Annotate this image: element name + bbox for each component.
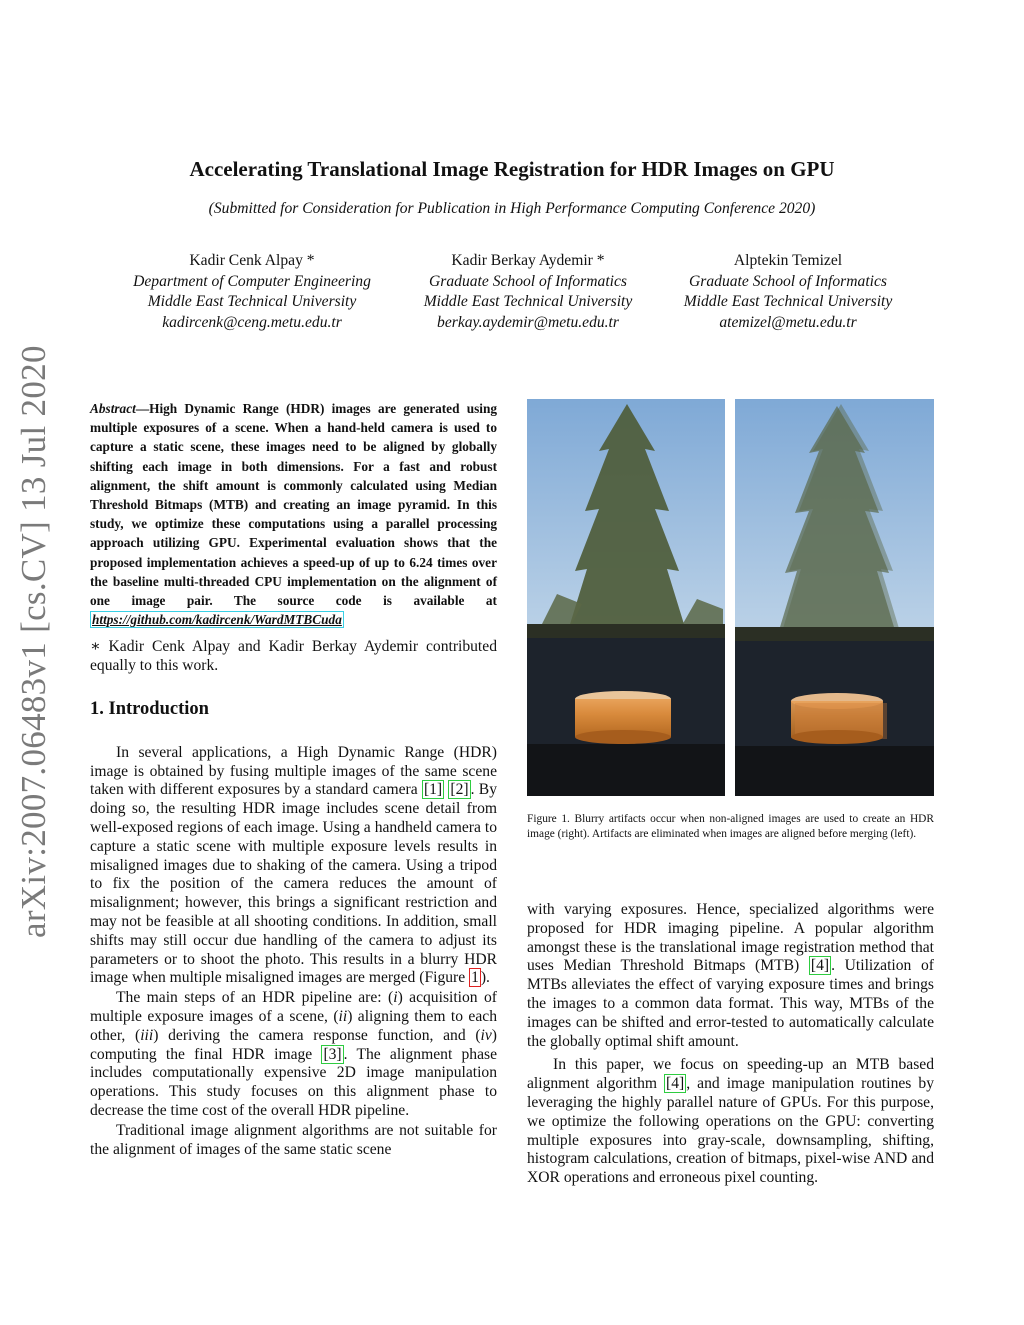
author-block-1 xyxy=(102,251,402,333)
roman-numeral: iii xyxy=(140,1026,154,1044)
text-run: ) deriving the camera response function, and ( xyxy=(153,1026,481,1044)
text-run: ) computing the final HDR image xyxy=(90,1026,497,1063)
text-run: In this paper, we focus on speeding-up an MTB based alignment algorithm xyxy=(527,1056,934,1093)
roman-numeral: iv xyxy=(480,1026,492,1044)
right-column xyxy=(527,901,934,1189)
author-name: Alptekin Temizel xyxy=(733,252,843,269)
author-email[interactable]: berkay.aydemir@metu.edu.tr xyxy=(437,313,619,331)
author-org: Middle East Technical University xyxy=(423,293,633,310)
author-org: Middle East Technical University xyxy=(147,293,357,310)
text-run: The main steps of an HDR pipeline are: ( xyxy=(116,989,394,1007)
text-run: , and image manipulation routines by leveraging the highly parallel nature of GPUs. For this purpose, we optimize the following operations on the GPU: converting multiple exposures into gray-scale, downsampling, shifting, histogram calculations, creation of bitmaps, pixel-wise AND and XOR operations and erroneous pixel counting. xyxy=(527,1075,934,1187)
author-dept: Department of Computer Engineering xyxy=(133,272,371,290)
text-run: ). xyxy=(480,969,490,987)
text-run: . The alignment phase includes computationally expensive 2D image manipulation operations. This study focuses on this alignment phase to decrease the time cost of the overall HDR pipeline. xyxy=(90,1045,497,1119)
figure-1-image xyxy=(527,399,934,796)
text-run: with varying exposures. Hence, specialized algorithms were proposed for HDR imaging pipeline. A popular algorithm amongst these is the translational image registration method that uses Median Threshold Bitmaps (MTB) xyxy=(527,901,934,975)
intro-paragraph-2 xyxy=(90,989,497,1121)
equal-contribution-footnote: ∗ Kadir Cenk Alpay and Kadir Berkay Aydemir contributed equally to this work. xyxy=(90,638,497,675)
text-run: . By doing so, the resulting HDR image includes scene detail from well-exposed regions of each image. Using a handheld camera to capture a static scene with multiple exposure levels results in misaligned images due to shaking of the camera. Using a tripod to fix the position of the camera reduces the amount of misalignment; however, this brings a significant restriction and may not be feasible at all shooting conditions. In addition, small shifts may still occur due handling of the camera to adjust its parameters or to shoot the photo. This results in a blurry HDR image when multiple misaligned images are merged (Figure xyxy=(90,781,497,987)
author-org: Middle East Technical University xyxy=(683,293,893,310)
intro-paragraph-3: Traditional image alignment algorithms are not suitable for the alignment of images of the same static scene xyxy=(90,1121,497,1158)
arxiv-stamp: arXiv:2007.06483v1 [cs.CV] 13 Jul 2020 xyxy=(14,345,53,938)
intro-paragraph-4 xyxy=(527,901,934,1051)
aligned-photo-left xyxy=(527,399,725,796)
intro-paragraph-5 xyxy=(527,1056,934,1188)
paper-subtitle: (Submitted for Consideration for Publication in High Performance Computing Conference 2020) xyxy=(208,200,816,217)
citation-link[interactable]: [1] xyxy=(423,781,443,799)
figure-1-caption: Figure 1. Blurry artifacts occur when non-aligned images are used to create an HDR image (right). Artifacts are eliminated when images are aligned before merging (left). xyxy=(527,813,934,841)
roman-numeral: i xyxy=(393,989,398,1007)
figure-1-photos xyxy=(527,399,934,796)
section-heading-introduction: 1. Introduction xyxy=(90,699,209,720)
text-run: In several applications, a High Dynamic Range (HDR) image is obtained by fusing multiple images of the same scene taken with different exposures by a standard camera xyxy=(90,743,497,799)
author-email[interactable]: kadircenk@ceng.metu.edu.tr xyxy=(162,313,342,331)
abstract xyxy=(90,399,497,629)
author-dept: Graduate School of Informatics xyxy=(429,272,627,290)
paper-title: Accelerating Translational Image Registration for HDR Images on GPU xyxy=(189,157,835,181)
text-run: ) aligning them to each other, ( xyxy=(90,1007,497,1044)
author-name: Kadir Cenk Alpay * xyxy=(189,252,315,269)
roman-numeral: ii xyxy=(338,1007,348,1025)
abstract-body: High Dynamic Range (HDR) images are generated using multiple exposures of a scene. When a hand-held camera is used to capture a static scene, these images need to be aligned by globally shifting each image in both dimensions. For a fast and robust alignment, the shift amount is commonly calculated using Median Threshold Bitmaps (MTB) and creating an image pyramid. In this study, we optimize these computations using a parallel processing approach utilizing GPU. Experimental evaluation shows that the proposed implementation achieves a speed-up of up to 6.24 times over the baseline multi-threaded CPU implementation on the alignment of one image pair. The source code is available at xyxy=(90,401,497,609)
citation-link[interactable]: [2] xyxy=(450,781,469,799)
citation-link[interactable]: [4] xyxy=(666,1075,685,1093)
source-code-link[interactable]: https://github.com/kadircenk/WardMTBCuda xyxy=(92,612,342,628)
author-name: Kadir Berkay Aydemir * xyxy=(451,252,605,269)
abstract-dash: — xyxy=(135,401,150,416)
text-run: . Utilization of MTBs alleviates the effect of varying exposure times and brings the images to a common data format. This way, MTBs of the images can be shifted and error-tested to automatically calculate the globally optimal shift amount. xyxy=(527,957,934,1050)
blurred-photo-right xyxy=(735,399,934,796)
figure-ref-link[interactable]: 1 xyxy=(471,969,479,987)
left-column xyxy=(90,399,497,1160)
author-email[interactable]: atemizel@metu.edu.tr xyxy=(719,313,857,331)
citation-link[interactable]: [3] xyxy=(323,1045,342,1063)
abstract-lead: Abstract xyxy=(90,401,136,416)
text-run: ) acquisition of multiple exposure images of a scene, ( xyxy=(90,989,497,1025)
intro-paragraph-1 xyxy=(90,744,497,988)
author-block-3 xyxy=(638,251,938,333)
citation-link[interactable]: [4] xyxy=(810,957,830,975)
author-dept: Graduate School of Informatics xyxy=(689,272,887,290)
author-block-2 xyxy=(378,251,678,333)
